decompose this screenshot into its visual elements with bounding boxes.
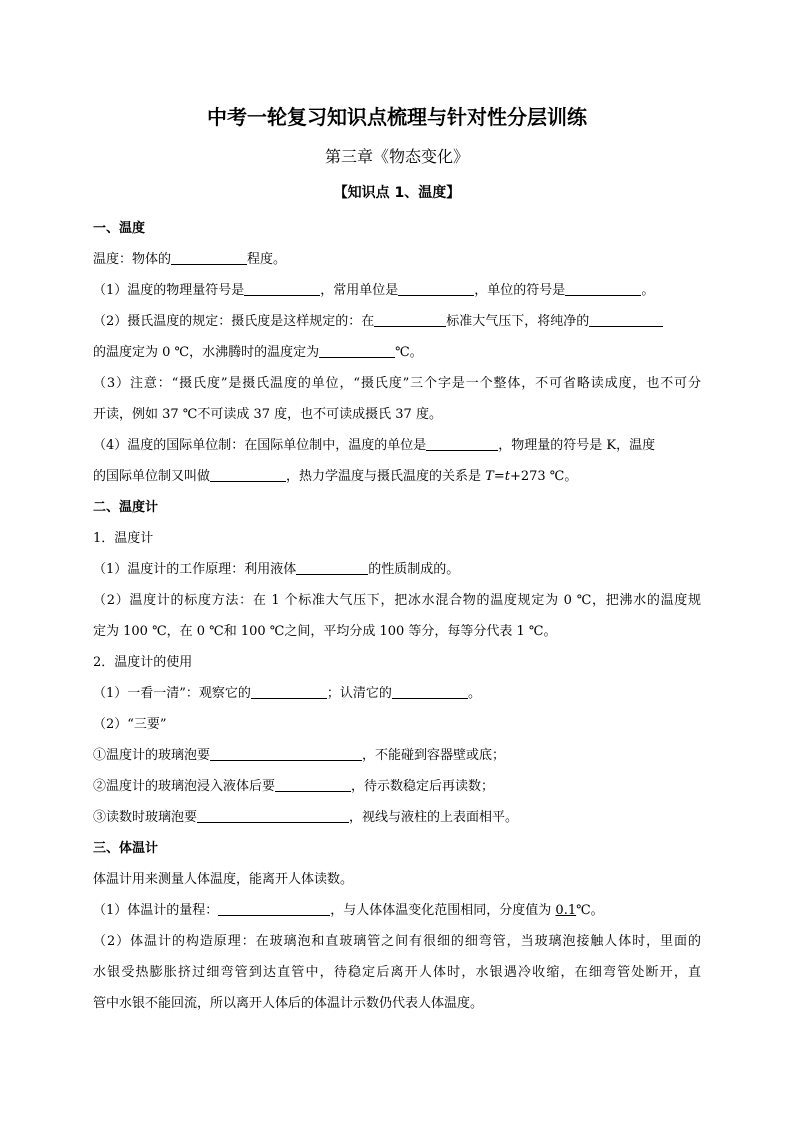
fill-blank[interactable]	[251, 684, 327, 699]
paragraph-line: （2）温度计的标度方法：在 1 个标准大气压下，把冰水混合物的温度规定为 0 ℃，把沸水的温度规	[93, 593, 701, 608]
paragraph-line: 的国际单位制又叫做 ，热力学温度与摄氏温度的关系是 T=t+273 ℃。	[93, 469, 578, 484]
paragraph-line: （4）温度的国际单位制：在国际单位制中，温度的单位是 ，物理量的符号是 K，温度	[93, 438, 656, 453]
paragraph-line: （2）摄氏温度的规定：摄氏度是这样规定的：在 标准大气压下，将纯净的	[93, 306, 701, 337]
section-heading-thermometer: 二、温度计	[93, 500, 159, 515]
fill-blank[interactable]	[398, 281, 474, 296]
paragraph-line: 体温计用来测量人体温度，能离开人体读数。	[93, 872, 354, 887]
fill-blank[interactable]	[275, 777, 351, 792]
fill-blank[interactable]	[171, 250, 247, 265]
fill-blank[interactable]	[210, 746, 362, 761]
paragraph-line: （1）一看一清”：观察它的 ；认清它的 。	[93, 686, 481, 701]
document-title: 中考一轮复习知识点梳理与针对性分层训练	[207, 105, 587, 129]
fill-blank[interactable]	[565, 281, 641, 296]
division-value: 0.1	[555, 903, 577, 918]
paragraph-line: 的温度定为 0 ℃，水沸腾时的温度定为 ℃。	[93, 345, 423, 360]
paragraph-line: ③读数时玻璃泡要 ，视线与液柱的上表面相平。	[93, 810, 519, 825]
section-heading-temperature: 一、温度	[93, 221, 146, 236]
fill-blank[interactable]	[319, 343, 395, 358]
paragraph-line: 定为 100 ℃，在 0 ℃和 100 ℃之间，平均分成 100 等分，每等分代表 1 ℃。	[93, 624, 557, 639]
fill-blank[interactable]	[296, 560, 368, 575]
paragraph-line: ①温度计的玻璃泡要 ，不能碰到容器壁或底；	[93, 748, 506, 763]
paragraph-line: （2）“三要”	[93, 717, 167, 732]
paragraph-line: ②温度计的玻璃泡浸入液体后要 ，待示数稳定后再读数；	[93, 779, 495, 794]
chapter-subtitle: 第三章《物态变化》	[324, 147, 469, 166]
fill-blank[interactable]	[392, 684, 468, 699]
paragraph-line: （1）体温计的量程： ，与人体体温变化范围相同，分度值为 0.1℃。	[93, 903, 604, 918]
paragraph-line: 管中水银不能回流，所以离开人体后的体温计示数仍代表人体温度。	[93, 996, 484, 1011]
paragraph-line: （2）体温计的构造原理：在玻璃泡和直玻璃管之间有很细的细弯管，当玻璃泡接触人体时，里面的	[93, 934, 701, 949]
fill-blank[interactable]	[426, 436, 498, 451]
paragraph-line: 水银受热膨胀挤过细弯管到达直管中，待稳定后离开人体时，水银遇冷收缩，在细弯管处断开，直	[93, 965, 701, 980]
paragraph-line: （3）注意：“摄氏度”是摄氏温度的单位，“摄氏度”三个字是一个整体，不可省略读成度，也不可分	[93, 376, 701, 391]
paragraph-line: 温度：物体的 程度。	[93, 252, 287, 267]
fill-blank[interactable]	[589, 312, 663, 327]
paragraph-line: （1）温度计的工作原理：利用液体 的性质制成的。	[93, 562, 460, 577]
paragraph-line: 开读，例如 37 ℃不可读成 37 度，也不可读成摄氏 37 度。	[93, 407, 442, 422]
sub-heading: 1．温度计	[93, 531, 154, 546]
knowledge-point-heading: 【知识点 1、温度】	[333, 185, 461, 201]
fill-blank[interactable]	[374, 312, 446, 327]
sub-heading: 2．温度计的使用	[93, 655, 193, 670]
fill-blank[interactable]	[218, 901, 330, 916]
fill-blank[interactable]	[244, 281, 320, 296]
fill-blank[interactable]	[197, 808, 349, 823]
section-heading-clinical-thermometer: 三、体温计	[93, 841, 159, 856]
paragraph-line: （1）温度的物理量符号是 ，常用单位是 ，单位的符号是 。	[93, 283, 655, 298]
document-body	[93, 213, 701, 1019]
fill-blank[interactable]	[210, 467, 286, 482]
